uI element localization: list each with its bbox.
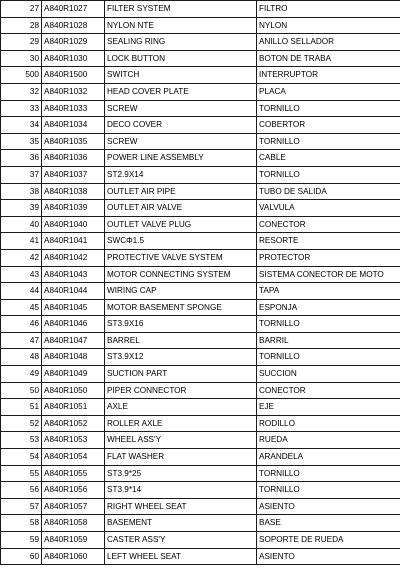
- part-name-spanish-cell: RESORTE: [257, 233, 400, 250]
- part-name-english-cell: SCREW: [105, 133, 257, 150]
- part-name-spanish-cell: SOPORTE DE RUEDA: [257, 532, 400, 549]
- part-name-spanish-cell: CONECTOR: [257, 216, 400, 233]
- part-name-spanish-cell: CONECTOR: [257, 382, 400, 399]
- part-name-spanish-cell: TORNILLO: [257, 100, 400, 117]
- part-code-cell: A840R1060: [42, 548, 105, 565]
- part-code-cell: A840R1050: [42, 382, 105, 399]
- part-code-cell: A840R1042: [42, 249, 105, 266]
- part-code-cell: A840R1500: [42, 67, 105, 84]
- part-number-cell: 30: [1, 50, 42, 67]
- part-name-english-cell: SWCΦ1.5: [105, 233, 257, 250]
- table-row: [1, 366, 400, 383]
- part-code-cell: A840R1039: [42, 200, 105, 217]
- part-name-english-cell: LOCK BUTTON: [105, 50, 257, 67]
- table-row: [1, 83, 400, 100]
- part-number-cell: 41: [1, 233, 42, 250]
- table-row: [1, 299, 400, 316]
- part-name-english-cell: HEAD COVER PLATE: [105, 83, 257, 100]
- part-name-spanish-cell: TUBO DE SALIDA: [257, 183, 400, 200]
- table-row: [1, 515, 400, 532]
- table-row: [1, 117, 400, 134]
- part-code-cell: A840R1055: [42, 465, 105, 482]
- table-row: [1, 150, 400, 167]
- part-name-spanish-cell: ASIENTO: [257, 548, 400, 565]
- part-number-cell: 33: [1, 100, 42, 117]
- part-code-cell: A840R1053: [42, 432, 105, 449]
- part-code-cell: A840R1036: [42, 150, 105, 167]
- part-number-cell: 49: [1, 366, 42, 383]
- table-row: [1, 382, 400, 399]
- part-name-english-cell: ST3.9*25: [105, 465, 257, 482]
- part-code-cell: A840R1049: [42, 366, 105, 383]
- part-name-spanish-cell: ESPONJA: [257, 299, 400, 316]
- part-name-english-cell: ROLLER AXLE: [105, 415, 257, 432]
- part-code-cell: A840R1054: [42, 449, 105, 466]
- part-number-cell: 500: [1, 67, 42, 84]
- part-name-spanish-cell: PROTECTOR: [257, 249, 400, 266]
- part-code-cell: A840R1028: [42, 17, 105, 34]
- part-number-cell: 32: [1, 83, 42, 100]
- part-number-cell: 51: [1, 399, 42, 416]
- part-code-cell: A840R1040: [42, 216, 105, 233]
- part-number-cell: 56: [1, 482, 42, 499]
- part-name-english-cell: MOTOR CONNECTING SYSTEM: [105, 266, 257, 283]
- part-name-english-cell: OUTLET AIR VALVE: [105, 200, 257, 217]
- part-number-cell: 38: [1, 183, 42, 200]
- table-row: [1, 548, 400, 565]
- part-code-cell: A840R1030: [42, 50, 105, 67]
- table-row: [1, 349, 400, 366]
- part-number-cell: 48: [1, 349, 42, 366]
- part-code-cell: A840R1033: [42, 100, 105, 117]
- part-code-cell: A840R1038: [42, 183, 105, 200]
- table-row: [1, 1, 400, 18]
- part-name-english-cell: AXLE: [105, 399, 257, 416]
- part-code-cell: A840R1032: [42, 83, 105, 100]
- part-name-spanish-cell: BASE: [257, 515, 400, 532]
- part-name-spanish-cell: BOTON DE TRABA: [257, 50, 400, 67]
- part-name-english-cell: DECO COVER: [105, 117, 257, 134]
- table-row: [1, 316, 400, 333]
- table-row: [1, 133, 400, 150]
- part-code-cell: A840R1037: [42, 166, 105, 183]
- part-code-cell: A840R1047: [42, 332, 105, 349]
- part-code-cell: A840R1034: [42, 117, 105, 134]
- part-number-cell: 60: [1, 548, 42, 565]
- table-row: [1, 465, 400, 482]
- part-number-cell: 53: [1, 432, 42, 449]
- part-name-english-cell: SWITCH: [105, 67, 257, 84]
- part-name-english-cell: WHEEL ASS'Y: [105, 432, 257, 449]
- table-row: [1, 17, 400, 34]
- part-name-spanish-cell: TORNILLO: [257, 349, 400, 366]
- part-number-cell: 34: [1, 117, 42, 134]
- part-name-spanish-cell: BARRIL: [257, 332, 400, 349]
- part-name-english-cell: WIRING CAP: [105, 283, 257, 300]
- part-number-cell: 44: [1, 283, 42, 300]
- table-row: [1, 166, 400, 183]
- part-name-english-cell: SCREW: [105, 100, 257, 117]
- table-row: [1, 233, 400, 250]
- part-number-cell: 40: [1, 216, 42, 233]
- table-row: [1, 283, 400, 300]
- part-name-english-cell: PROTECTIVE VALVE SYSTEM: [105, 249, 257, 266]
- part-name-english-cell: BARREL: [105, 332, 257, 349]
- part-number-cell: 27: [1, 1, 42, 18]
- part-number-cell: 55: [1, 465, 42, 482]
- table-row: [1, 200, 400, 217]
- part-number-cell: 45: [1, 299, 42, 316]
- part-name-spanish-cell: INTERRUPTOR: [257, 67, 400, 84]
- part-code-cell: A840R1056: [42, 482, 105, 499]
- part-name-spanish-cell: CABLE: [257, 150, 400, 167]
- table-row: [1, 498, 400, 515]
- part-code-cell: A840R1057: [42, 498, 105, 515]
- part-number-cell: 59: [1, 532, 42, 549]
- part-number-cell: 52: [1, 415, 42, 432]
- part-code-cell: A840R1046: [42, 316, 105, 333]
- part-code-cell: A840R1045: [42, 299, 105, 316]
- part-name-spanish-cell: RODILLO: [257, 415, 400, 432]
- part-number-cell: 43: [1, 266, 42, 283]
- part-number-cell: 42: [1, 249, 42, 266]
- part-code-cell: A840R1048: [42, 349, 105, 366]
- part-name-spanish-cell: TORNILLO: [257, 465, 400, 482]
- part-code-cell: A840R1043: [42, 266, 105, 283]
- part-name-english-cell: LEFT WHEEL SEAT: [105, 548, 257, 565]
- part-number-cell: 28: [1, 17, 42, 34]
- part-name-english-cell: MOTOR BASEMENT SPONGE: [105, 299, 257, 316]
- part-number-cell: 50: [1, 382, 42, 399]
- part-number-cell: 54: [1, 449, 42, 466]
- part-name-spanish-cell: TORNILLO: [257, 133, 400, 150]
- table-row: [1, 100, 400, 117]
- part-number-cell: 39: [1, 200, 42, 217]
- part-code-cell: A840R1052: [42, 415, 105, 432]
- table-row: [1, 249, 400, 266]
- part-code-cell: A840R1058: [42, 515, 105, 532]
- table-row: [1, 183, 400, 200]
- part-name-english-cell: ST3.9X12: [105, 349, 257, 366]
- table-row: [1, 34, 400, 51]
- part-number-cell: 57: [1, 498, 42, 515]
- part-name-english-cell: RIGHT WHEEL SEAT: [105, 498, 257, 515]
- part-name-spanish-cell: EJE: [257, 399, 400, 416]
- part-name-english-cell: NYLON NTE: [105, 17, 257, 34]
- part-name-spanish-cell: PLACA: [257, 83, 400, 100]
- part-name-english-cell: CASTER ASS'Y: [105, 532, 257, 549]
- part-name-english-cell: OUTLET AIR PIPE: [105, 183, 257, 200]
- part-code-cell: A840R1059: [42, 532, 105, 549]
- part-number-cell: 29: [1, 34, 42, 51]
- part-name-english-cell: ST3.9X16: [105, 316, 257, 333]
- part-code-cell: A840R1035: [42, 133, 105, 150]
- part-code-cell: A840R1051: [42, 399, 105, 416]
- part-name-english-cell: OUTLET VALVE PLUG: [105, 216, 257, 233]
- part-name-spanish-cell: ARANDELA: [257, 449, 400, 466]
- part-code-cell: A840R1041: [42, 233, 105, 250]
- table-row: [1, 266, 400, 283]
- table-row: [1, 399, 400, 416]
- table-row: [1, 50, 400, 67]
- part-number-cell: 58: [1, 515, 42, 532]
- table-row: [1, 449, 400, 466]
- part-name-spanish-cell: VALVULA: [257, 200, 400, 217]
- part-name-english-cell: SEALING RING: [105, 34, 257, 51]
- part-name-english-cell: PIPER CONNECTOR: [105, 382, 257, 399]
- part-number-cell: 36: [1, 150, 42, 167]
- part-name-english-cell: FLAT WASHER: [105, 449, 257, 466]
- part-name-english-cell: ST2.9X14: [105, 166, 257, 183]
- part-code-cell: A840R1029: [42, 34, 105, 51]
- part-name-spanish-cell: TORNILLO: [257, 316, 400, 333]
- table-row: [1, 332, 400, 349]
- part-name-spanish-cell: TAPA: [257, 283, 400, 300]
- part-name-english-cell: BASEMENT: [105, 515, 257, 532]
- parts-list-body: [1, 1, 400, 565]
- part-name-spanish-cell: ANILLO SELLADOR: [257, 34, 400, 51]
- table-row: [1, 482, 400, 499]
- part-name-spanish-cell: TORNILLO: [257, 482, 400, 499]
- part-name-spanish-cell: FILTRO: [257, 1, 400, 18]
- part-name-english-cell: POWER LINE ASSEMBLY: [105, 150, 257, 167]
- table-row: [1, 432, 400, 449]
- part-name-spanish-cell: SISTEMA CONECTOR DE MOTO: [257, 266, 400, 283]
- part-name-spanish-cell: ASIENTO: [257, 498, 400, 515]
- part-name-spanish-cell: COBERTOR: [257, 117, 400, 134]
- part-name-english-cell: FILTER SYSTEM: [105, 1, 257, 18]
- table-row: [1, 415, 400, 432]
- table-row: [1, 532, 400, 549]
- table-row: [1, 216, 400, 233]
- part-number-cell: 47: [1, 332, 42, 349]
- part-code-cell: A840R1044: [42, 283, 105, 300]
- part-number-cell: 46: [1, 316, 42, 333]
- part-name-spanish-cell: SUCCION: [257, 366, 400, 383]
- part-code-cell: A840R1027: [42, 1, 105, 18]
- part-name-spanish-cell: TORNILLO: [257, 166, 400, 183]
- part-name-english-cell: SUCTION PART: [105, 366, 257, 383]
- part-name-english-cell: ST3.9*14: [105, 482, 257, 499]
- part-name-spanish-cell: RUEDA: [257, 432, 400, 449]
- part-name-spanish-cell: NYLON: [257, 17, 400, 34]
- table-row: [1, 67, 400, 84]
- part-number-cell: 37: [1, 166, 42, 183]
- part-number-cell: 35: [1, 133, 42, 150]
